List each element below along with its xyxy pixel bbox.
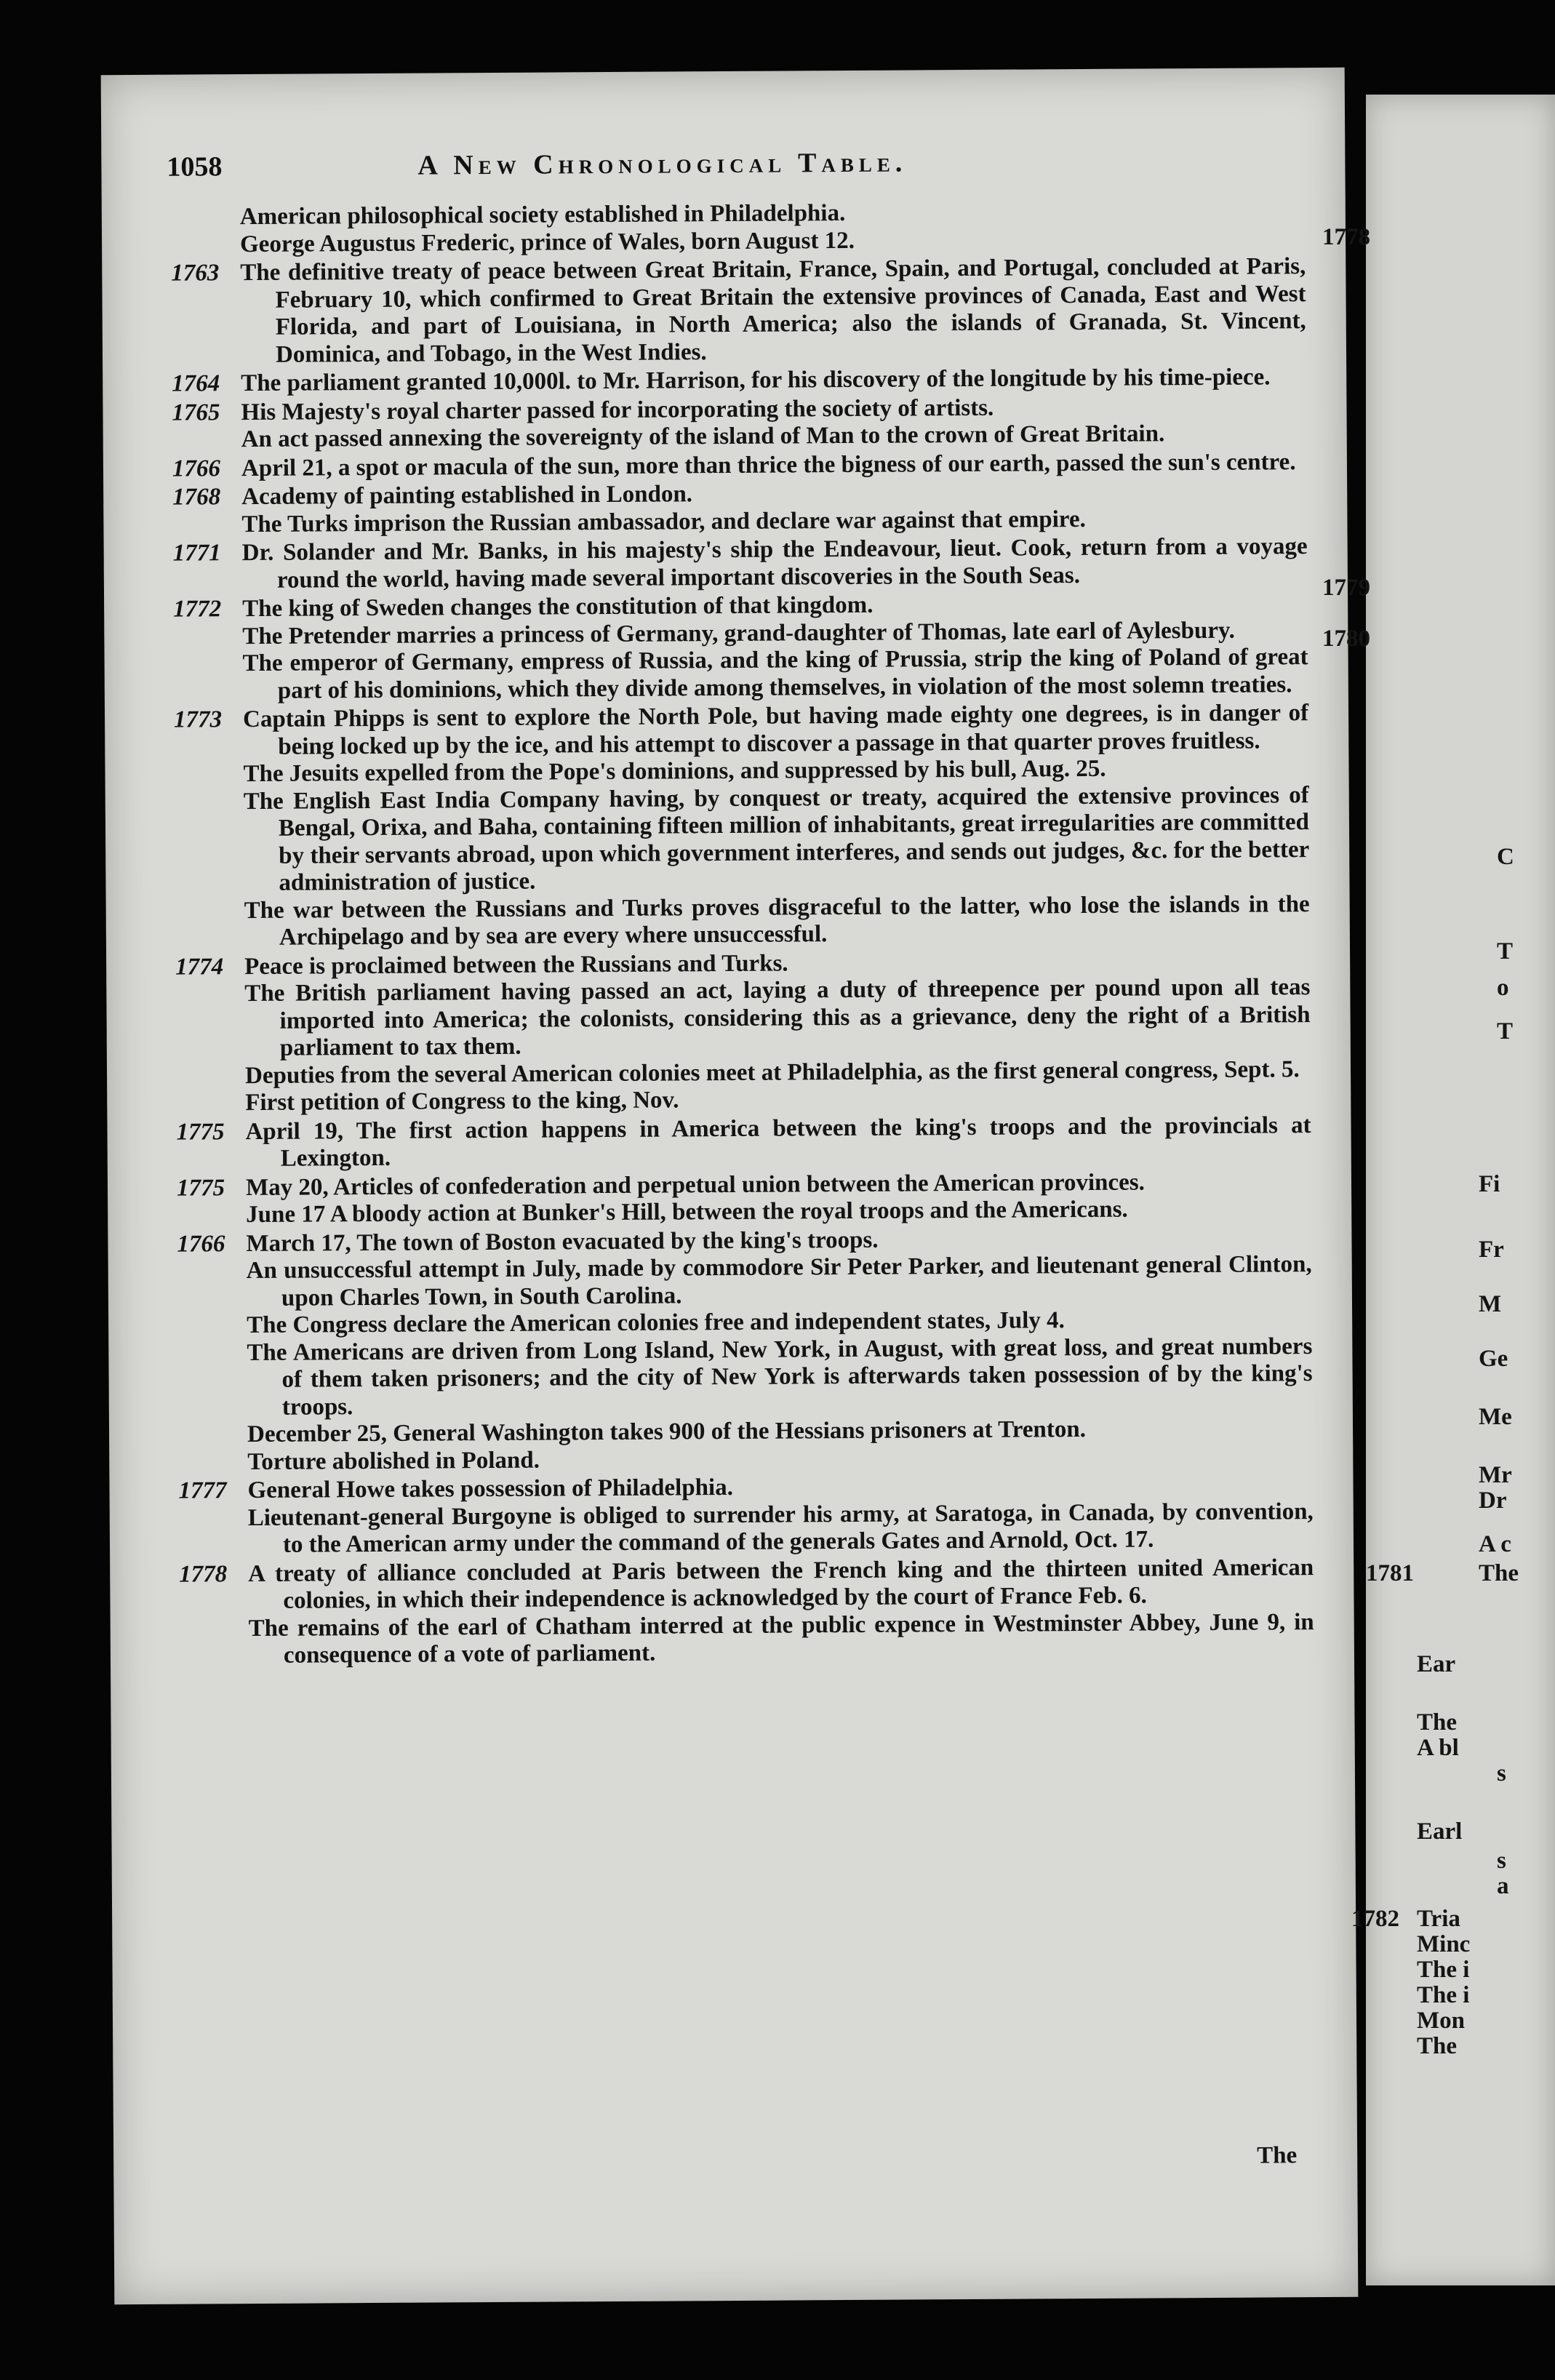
right-page-fragment-text: 1780: [1322, 626, 1370, 652]
entry-year: 1766: [177, 1230, 225, 1258]
entry-paragraph: Lieutenant-general Burgoyne is obliged to surrender his army, at Saratoga, in Canada, by convention, to the American army under the command of the generals Gates and Arnold, Oct. 17.: [247, 1498, 1314, 1558]
right-page-fragment-text: Minc: [1417, 1931, 1471, 1957]
right-page-fragment-text: Fr: [1479, 1237, 1504, 1263]
right-page-fragment-text: Mr: [1479, 1462, 1512, 1488]
chronology-entry: [171, 197, 1306, 259]
right-page-fragment-text: T: [1497, 1018, 1514, 1045]
entry-paragraph: The English East India Company having, by conquest or treaty, acquired the extensive provinces of Bengal, Orixa, and Baha, containing fifteen million of inhabitants, great irregularities are committed by their servants abroad, upon which government interferes, and sends out judges, &c. for the better administration of justice.: [243, 781, 1310, 896]
entry-paragraph: December 25, General Washington takes 900 of the Hessians prisoners at Trenton.: [247, 1416, 1087, 1448]
chronology-table: [171, 197, 1314, 1672]
chronology-entry: [179, 1554, 1314, 1671]
entry-paragraph: May 20, Articles of confederation and perpetual union between the American provinces.: [245, 1169, 1145, 1201]
right-page-fragment-text: Ear: [1417, 1651, 1456, 1677]
entry-paragraph: Peace is proclaimed between the Russians and Turks.: [244, 950, 788, 980]
entry-paragraph: General Howe takes possession of Philadelphia.: [247, 1474, 734, 1504]
right-page-fragment-text: The: [1417, 2033, 1458, 2059]
right-page-fragment-text: 1782: [1351, 1906, 1399, 1932]
chronology-entry: [172, 477, 1307, 539]
right-page-fragment-text: 1779: [1322, 575, 1370, 601]
catchword: The: [1257, 2142, 1298, 2169]
entry-year: 1772: [173, 596, 222, 623]
chronology-entry: [171, 253, 1306, 370]
entry-year: 1765: [172, 399, 220, 426]
right-page-fragment-text: The i: [1417, 1957, 1470, 1983]
chronology-entry: [175, 947, 1311, 1118]
entry-paragraph: The Americans are driven from Long Island, New York, in August, with great loss, and great numbers of them taken prisoners; and the city of New York is afterwards taken possession of by the king's troops.: [247, 1333, 1313, 1421]
right-page-fragment-text: C: [1497, 844, 1514, 870]
right-page-fragment-text: Earl: [1417, 1818, 1463, 1845]
entry-paragraph: His Majesty's royal charter passed for incorporating the society of artists.: [241, 394, 994, 426]
left-page: [101, 68, 1359, 2304]
entry-year: 1763: [171, 260, 220, 287]
right-page-fragment-text: a: [1497, 1873, 1509, 1899]
chronology-entry: [177, 1168, 1311, 1230]
entry-paragraph: The remains of the earl of Chatham interred at the public expence in Westminster Abbey, June 9, in consequence of a vote of parliament.: [248, 1608, 1314, 1669]
chronology-entry: [177, 1224, 1313, 1477]
right-page-fragment-text: Ge: [1479, 1346, 1508, 1372]
right-page-fragment: [1322, 95, 1555, 2285]
right-page-fragment-text: The: [1479, 1560, 1519, 1586]
right-page-fragment-text: Dr: [1479, 1488, 1507, 1514]
entry-paragraph: First petition of Congress to the king, Nov.: [245, 1087, 679, 1117]
entry-paragraph: March 17, The town of Boston evacuated by the king's troops.: [246, 1226, 879, 1257]
right-page-fragment-text: T: [1497, 938, 1514, 965]
entry-paragraph: Academy of painting established in London.: [241, 481, 693, 511]
running-title: A New Chronological Table.: [417, 147, 908, 181]
right-page-fragment-text: Tria: [1417, 1906, 1460, 1932]
entry-paragraph: The definitive treaty of peace between Great Britain, France, Spain, and Portugal, concluded at Paris, February 10, which confirmed to Great Britain the extensive provinces of Canada, East and West Florida, and part of Louisiana, in North America; also the islands of Granada, St. Vincent, Dominica, and Tobago, in the West Indies.: [240, 253, 1306, 368]
chronology-entry: [173, 589, 1308, 706]
entry-year: 1774: [175, 953, 224, 981]
right-page-fragment-text: 1781: [1366, 1560, 1414, 1586]
entry-paragraph: An unsuccessful attempt in July, made by commodore Sir Peter Parker, and lieutenant general Clinton, upon Charles Town, in South Carolina.: [246, 1251, 1312, 1311]
entry-paragraph: The British parliament having passed an act, laying a duty of threepence per pound upon all teas imported into America; the colonists, considering this as a grievance, deny the right of a British parliament to tax them.: [244, 974, 1311, 1061]
right-page-fragment-text: Fi: [1479, 1171, 1500, 1197]
entry-year: 1778: [179, 1560, 228, 1588]
entry-paragraph: April 19, The first action happens in America between the king's troops and the provincials at Lexington.: [245, 1111, 1311, 1172]
entry-year: 1764: [172, 370, 220, 397]
chronology-entry: [174, 700, 1310, 952]
entry-paragraph: Deputies from the several American colonies meet at Philadelphia, as the first general congress, Sept. 5.: [244, 1055, 1300, 1089]
right-page-fragment-text: o: [1497, 975, 1509, 1001]
right-page-fragment-text: Me: [1479, 1404, 1512, 1430]
right-page-fragment-text: s: [1497, 1760, 1506, 1786]
entry-paragraph: Dr. Solander and Mr. Banks, in his majesty's ship the Endeavour, lieut. Cook, return from a voyage round the world, having made several important discoveries in the South Seas.: [241, 533, 1308, 594]
entry-paragraph: Captain Phipps is sent to explore the North Pole, but having made eighty one degrees, is in danger of being locked up by the ice, and his attempt to discover a passage in that quarter proves fruitless.: [242, 700, 1309, 760]
entry-paragraph: Torture abolished in Poland.: [247, 1447, 540, 1475]
entry-paragraph: The Pretender marries a princess of Germany, grand-daughter of Thomas, late earl of Aylesbury.: [242, 617, 1235, 650]
entry-year: 1773: [173, 706, 223, 733]
entry-paragraph: The war between the Russians and Turks proves disgraceful to the latter, who lose the islands in the Archipelago and by sea are every where unsuccessful.: [244, 890, 1310, 951]
entry-paragraph: American philosophical society established in Philadelphia.: [239, 200, 846, 231]
right-page-fragment-text: The: [1417, 1709, 1458, 1736]
entry-paragraph: The parliament granted 10,000l. to Mr. Harrison, for his discovery of the longitude by his time-piece.: [241, 364, 1271, 397]
chronology-entry: [176, 1112, 1311, 1174]
chronology-entry: [178, 1471, 1314, 1560]
right-page-fragment-text: The i: [1417, 1982, 1470, 2008]
chronology-entry: [173, 533, 1308, 595]
page-number: 1058: [167, 151, 223, 183]
entry-paragraph: June 17 A bloody action at Bunker's Hill, between the royal troops and the Americans.: [246, 1196, 1128, 1229]
entry-year: 1766: [172, 455, 221, 482]
entry-paragraph: An act passed annexing the sovereignty of the island of Man to the crown of Great Britain.: [241, 420, 1165, 453]
right-page-fragment-text: Mon: [1417, 2008, 1465, 2034]
entry-paragraph: The emperor of Germany, empress of Russia, and the king of Prussia, strip the king of Poland of great part of his dominions, which they divide among themselves, in violation of the most solemn treaties.: [242, 644, 1308, 704]
entry-paragraph: The king of Sweden changes the constitution of that kingdom.: [242, 591, 874, 623]
chronology-entry: [172, 393, 1306, 455]
entry-paragraph: The Jesuits expelled from the Pope's dominions, and suppressed by his bull, Aug. 25.: [243, 755, 1106, 788]
right-page-fragment-text: s: [1497, 1848, 1506, 1874]
entry-year: 1777: [178, 1477, 227, 1504]
entry-year: 1775: [176, 1174, 225, 1202]
entry-paragraph: The Congress declare the American colonies free and independent states, July 4.: [247, 1307, 1065, 1339]
entry-year: 1775: [176, 1118, 225, 1146]
entry-paragraph: April 21, a spot or macula of the sun, more than thrice the bigness of our earth, passed the sun's centre.: [241, 448, 1296, 482]
entry-paragraph: The Turks imprison the Russian ambassador, and declare war against that empire.: [241, 506, 1086, 538]
right-page-fragment-text: M: [1479, 1291, 1502, 1317]
entry-year: 1768: [172, 484, 221, 511]
right-page-fragment-text: 1778: [1322, 224, 1370, 250]
entry-paragraph: A treaty of alliance concluded at Paris between the French king and the thirteen united American colonies, in which their independence is acknowledged by the court of France Feb. 6.: [248, 1554, 1314, 1614]
right-page-fragment-text: A c: [1479, 1531, 1511, 1557]
right-page-fragment-text: A bl: [1417, 1735, 1459, 1761]
entry-paragraph: George Augustus Frederic, prince of Wales, born August 12.: [239, 227, 855, 257]
entry-year: 1771: [172, 540, 221, 567]
page-header: [167, 144, 1301, 195]
